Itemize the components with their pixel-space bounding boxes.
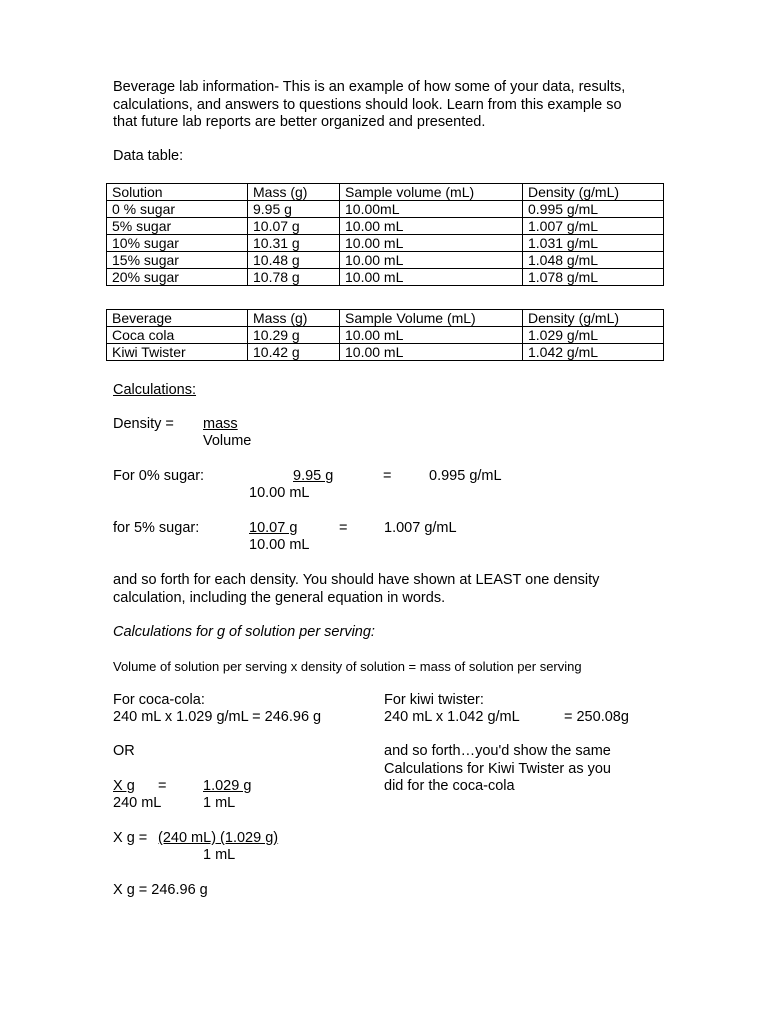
calculations-heading: Calculations: <box>113 382 197 398</box>
table-cell: 10.00 mL <box>340 252 523 269</box>
table-cell: Kiwi Twister <box>107 344 248 361</box>
table-row <box>107 327 664 344</box>
table-header-cell: Density (g/mL) <box>523 184 664 201</box>
kiwi-twister-label: For kiwi twister: <box>384 692 484 708</box>
intro-line: Beverage lab information- This is an example of how some of your data, results, <box>113 79 626 95</box>
table-cell: 20% sugar <box>107 269 248 286</box>
step-2-denominator: 1 mL <box>203 847 236 863</box>
table-header-cell: Density (g/mL) <box>523 310 664 327</box>
coca-cola-calculation: 240 mL x 1.029 g/mL = 246.96 g <box>113 709 322 725</box>
calculation-note <box>113 572 599 607</box>
kiwi-twister-note <box>384 743 611 796</box>
example-0-result: 0.995 g/mL <box>429 468 502 484</box>
table-cell: 1.031 g/mL <box>523 235 664 252</box>
intro-line: that future lab reports are better organized and presented. <box>113 114 486 130</box>
table-cell: 10.00 mL <box>340 218 523 235</box>
table-header-cell: Solution <box>107 184 248 201</box>
proportion-right-denominator: 1 mL <box>203 795 236 811</box>
density-label: Density = <box>113 416 174 432</box>
intro-line: calculations, and answers to questions should look. Learn from this example so <box>113 96 622 113</box>
coca-cola-label: For coca-cola: <box>113 692 205 708</box>
kiwi-twister-result: = 250.08g <box>564 709 629 725</box>
density-denominator: Volume <box>203 433 252 449</box>
table-cell: 10.31 g <box>248 235 340 252</box>
table-cell: 1.078 g/mL <box>523 269 664 286</box>
proportion-numerator: 1.029 g <box>203 778 252 794</box>
table-cell: 10.78 g <box>248 269 340 286</box>
table-cell: 9.95 g <box>248 201 340 218</box>
table-cell: 5% sugar <box>107 218 248 235</box>
serving-equation: Volume of solution per serving x density of solution = mass of solution per serving <box>113 659 582 674</box>
table-cell: 0 % sugar <box>107 201 248 218</box>
table-cell: 10.00 mL <box>340 344 523 361</box>
table-cell: 1.048 g/mL <box>523 252 664 269</box>
table-cell: 1.029 g/mL <box>523 327 664 344</box>
example-5-numerator: 10.07 g <box>249 520 298 536</box>
table-header-cell: Mass (g) <box>248 184 340 201</box>
note-line: and so forth…you'd show the same <box>384 743 611 759</box>
beverage-table <box>106 309 664 361</box>
table-cell: 15% sugar <box>107 252 248 269</box>
kiwi-twister-calculation: 240 mL x 1.042 g/mL <box>384 709 520 725</box>
table-header-row <box>107 310 664 327</box>
table-cell: 10.48 g <box>248 252 340 269</box>
table-header-row <box>107 184 664 201</box>
table-header-cell: Beverage <box>107 310 248 327</box>
example-5-label: for 5% sugar: <box>113 520 200 536</box>
note-line: and so forth for each density. You should have shown at LEAST one density <box>113 572 600 588</box>
proportion-equals: = <box>158 778 167 794</box>
final-answer: X g = 246.96 g <box>113 882 208 898</box>
table-cell: 10.00 mL <box>340 235 523 252</box>
note-line: did for the coca-cola <box>384 778 515 794</box>
example-5-result: 1.007 g/mL <box>384 520 457 536</box>
data-table-label: Data table: <box>113 148 184 164</box>
table-cell: 0.995 g/mL <box>523 201 664 218</box>
table-cell: 1.007 g/mL <box>523 218 664 235</box>
example-0-numerator: 9.95 g <box>293 468 334 484</box>
note-line: calculation, including the general equation in words. <box>113 589 446 606</box>
table-cell: Coca cola <box>107 327 248 344</box>
table-cell: 10.00 mL <box>340 269 523 286</box>
table-cell: 10.42 g <box>248 344 340 361</box>
intro-paragraph <box>113 79 653 132</box>
step-2-left: X g = <box>113 830 148 846</box>
table-header-cell: Sample volume (mL) <box>340 184 523 201</box>
table-cell: 10.00 mL <box>340 327 523 344</box>
density-numerator: mass <box>203 416 238 432</box>
example-5-equals: = <box>339 520 348 536</box>
table-row <box>107 344 664 361</box>
example-0-label: For 0% sugar: <box>113 468 205 484</box>
table-row <box>107 235 664 252</box>
table-cell: 10.07 g <box>248 218 340 235</box>
example-0-denominator: 10.00 mL <box>249 485 310 501</box>
table-header-cell: Sample Volume (mL) <box>340 310 523 327</box>
or-label: OR <box>113 743 135 759</box>
example-0-equals: = <box>383 468 392 484</box>
step-2-numerator: (240 mL) (1.029 g) <box>158 830 279 846</box>
table-row <box>107 201 664 218</box>
note-line: Calculations for Kiwi Twister as you <box>384 760 611 777</box>
example-5-denominator: 10.00 mL <box>249 537 310 553</box>
proportion-left-denominator: 240 mL <box>113 795 162 811</box>
table-cell: 1.042 g/mL <box>523 344 664 361</box>
table-header-cell: Mass (g) <box>248 310 340 327</box>
table-row <box>107 269 664 286</box>
proportion-unknown: X g <box>113 778 135 794</box>
table-cell: 10% sugar <box>107 235 248 252</box>
serving-heading: Calculations for g of solution per serving: <box>113 624 375 640</box>
table-row <box>107 218 664 235</box>
table-cell: 10.29 g <box>248 327 340 344</box>
table-row <box>107 252 664 269</box>
table-cell: 10.00mL <box>340 201 523 218</box>
solution-table <box>106 183 664 286</box>
